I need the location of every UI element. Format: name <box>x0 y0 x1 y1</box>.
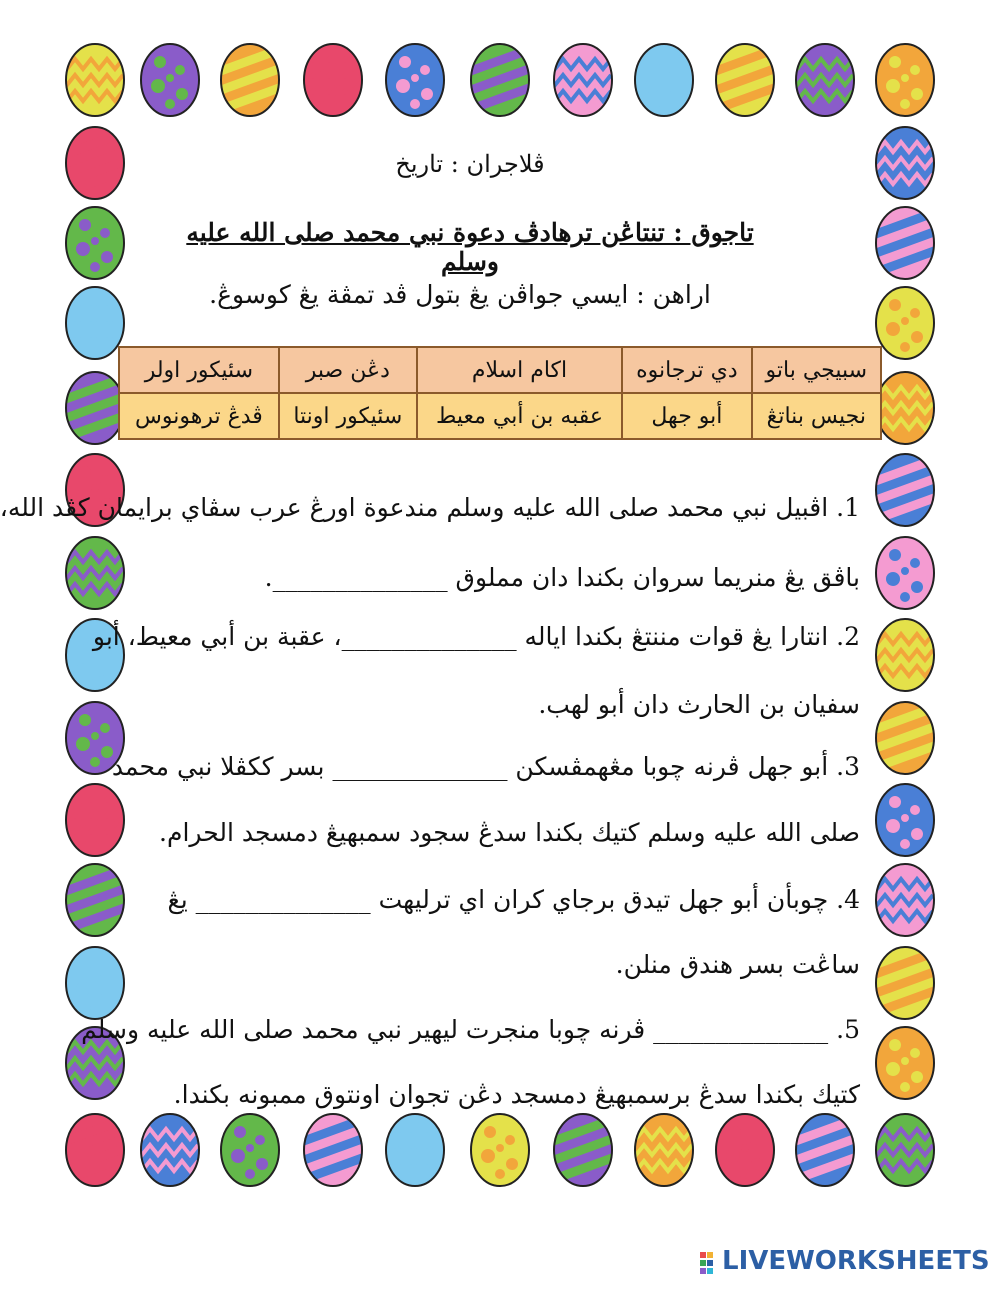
date-line: ڤلاجران : تاريخ <box>395 150 545 178</box>
easter-egg-icon <box>63 287 124 359</box>
easter-egg-icon <box>459 44 540 116</box>
easter-egg-icon <box>292 1114 373 1186</box>
question-2-line-1: 2. انتارا يڠ قوات مننتڠ بكندا اياله ______________، عقبة بن أبي معيط، أبو <box>92 622 860 651</box>
instruction-text: اراهن : ايسي جواڤن يڠ بتول ڤد تمڤة يڠ كوسوڠ. <box>209 280 711 309</box>
question-1-line-1: 1. اڤبيل نبي محمد صلى الله عليه وسلم مندعوة اورڠ عرب سڤاي برايمان كڤد الله، <box>0 493 860 522</box>
easter-egg-icon <box>864 207 945 279</box>
easter-egg-icon <box>873 619 934 691</box>
question-3-line-1: 3. أبو جهل ڤرنه چوبا مڠهمڤسكن ______________ بسر ككڤلا نبي محمد <box>111 752 860 781</box>
easter-egg-icon <box>63 784 124 856</box>
easter-egg-icon <box>63 44 124 116</box>
word-bank-cell: أبو جهل <box>622 393 751 439</box>
brand-wordmark: LIVEWORKSHEETS <box>722 1246 990 1276</box>
question-1-line-2: باڤق يڠ منريما سروان بكندا دان مملوق ______________. <box>264 563 860 592</box>
easter-egg-icon <box>876 537 934 609</box>
word-bank-cell: عقبه بن أبي معيط <box>417 393 622 439</box>
easter-egg-icon <box>864 454 945 526</box>
easter-egg-icon <box>138 1114 199 1186</box>
question-5-line-1: 5. ______________ ڤرنه چوبا منجرت ليهير نبي محمد صلى الله عليه وسلم <box>81 1015 860 1044</box>
easter-egg-icon <box>301 44 362 116</box>
easter-egg-icon <box>471 1114 529 1186</box>
word-bank-cell: سئيكور اولر <box>119 347 279 393</box>
easter-egg-icon <box>54 127 135 199</box>
easter-egg-icon <box>876 44 934 116</box>
word-bank-cell: سئيكور اونتا <box>279 393 417 439</box>
easter-egg-icon <box>635 44 693 116</box>
easter-egg-icon <box>551 44 612 116</box>
easter-egg-icon <box>383 1114 444 1186</box>
easter-egg-icon <box>66 947 124 1019</box>
word-bank-cell: ڤدڠ ترهونوس <box>119 393 279 439</box>
easter-egg-icon <box>873 372 934 444</box>
easter-egg-icon <box>542 1114 623 1186</box>
liveworksheets-logo-icon <box>700 1252 720 1274</box>
word-bank-cell: دڠن صبر <box>279 347 417 393</box>
word-bank-row <box>119 393 881 439</box>
question-3-line-2: صلى الله عليه وسلم كتيك بكندا سدڠ سجود سمبهيڠ دمسجد الحرام. <box>159 818 860 847</box>
easter-egg-icon <box>141 44 199 116</box>
easter-egg-icon <box>221 1114 279 1186</box>
easter-egg-icon <box>54 1114 135 1186</box>
word-bank-cell: نجيس بناتڠ <box>752 393 881 439</box>
easter-egg-icon <box>793 44 854 116</box>
question-4-line-2: ساڠت بسر هندق منلن. <box>615 950 860 979</box>
word-bank-row <box>119 347 881 393</box>
easter-egg-icon <box>876 784 934 856</box>
easter-egg-icon <box>716 1114 774 1186</box>
easter-egg-icon <box>704 44 785 116</box>
easter-egg-icon <box>864 702 945 774</box>
easter-egg-icon <box>876 1027 934 1099</box>
question-2-line-2: سفيان بن الحارث دان أبو لهب. <box>538 690 860 719</box>
easter-egg-icon <box>864 947 945 1019</box>
easter-egg-icon <box>873 864 934 936</box>
easter-egg-icon <box>873 1114 934 1186</box>
word-bank-cell: اكام اسلام <box>417 347 622 393</box>
easter-egg-icon <box>63 537 124 609</box>
word-bank-cell: دي ترجانوه <box>622 347 751 393</box>
question-5-line-2: كتيك بكندا سدڠ برسمبهيڠ دمسجد دڠن تجوان اونتوق ممبونه بكندا. <box>173 1080 860 1109</box>
easter-egg-icon <box>209 44 290 116</box>
easter-egg-icon <box>784 1114 865 1186</box>
question-4-line-1: 4. چوبأن أبو جهل تيدق برجاي كران اي ترليهت ______________ يڠ <box>167 885 860 914</box>
easter-egg-icon <box>873 127 934 199</box>
easter-egg-icon <box>386 44 444 116</box>
easter-egg-icon <box>66 207 124 279</box>
easter-egg-icon <box>876 287 934 359</box>
easter-egg-icon <box>632 1114 693 1186</box>
topic-title: تاجوق : تنتاڠن ترهادڤ دعوة نبي محمد صلى الله عليه وسلم <box>186 218 754 276</box>
word-bank-cell: سبيجي باتو <box>752 347 881 393</box>
word-bank-table <box>118 346 882 440</box>
